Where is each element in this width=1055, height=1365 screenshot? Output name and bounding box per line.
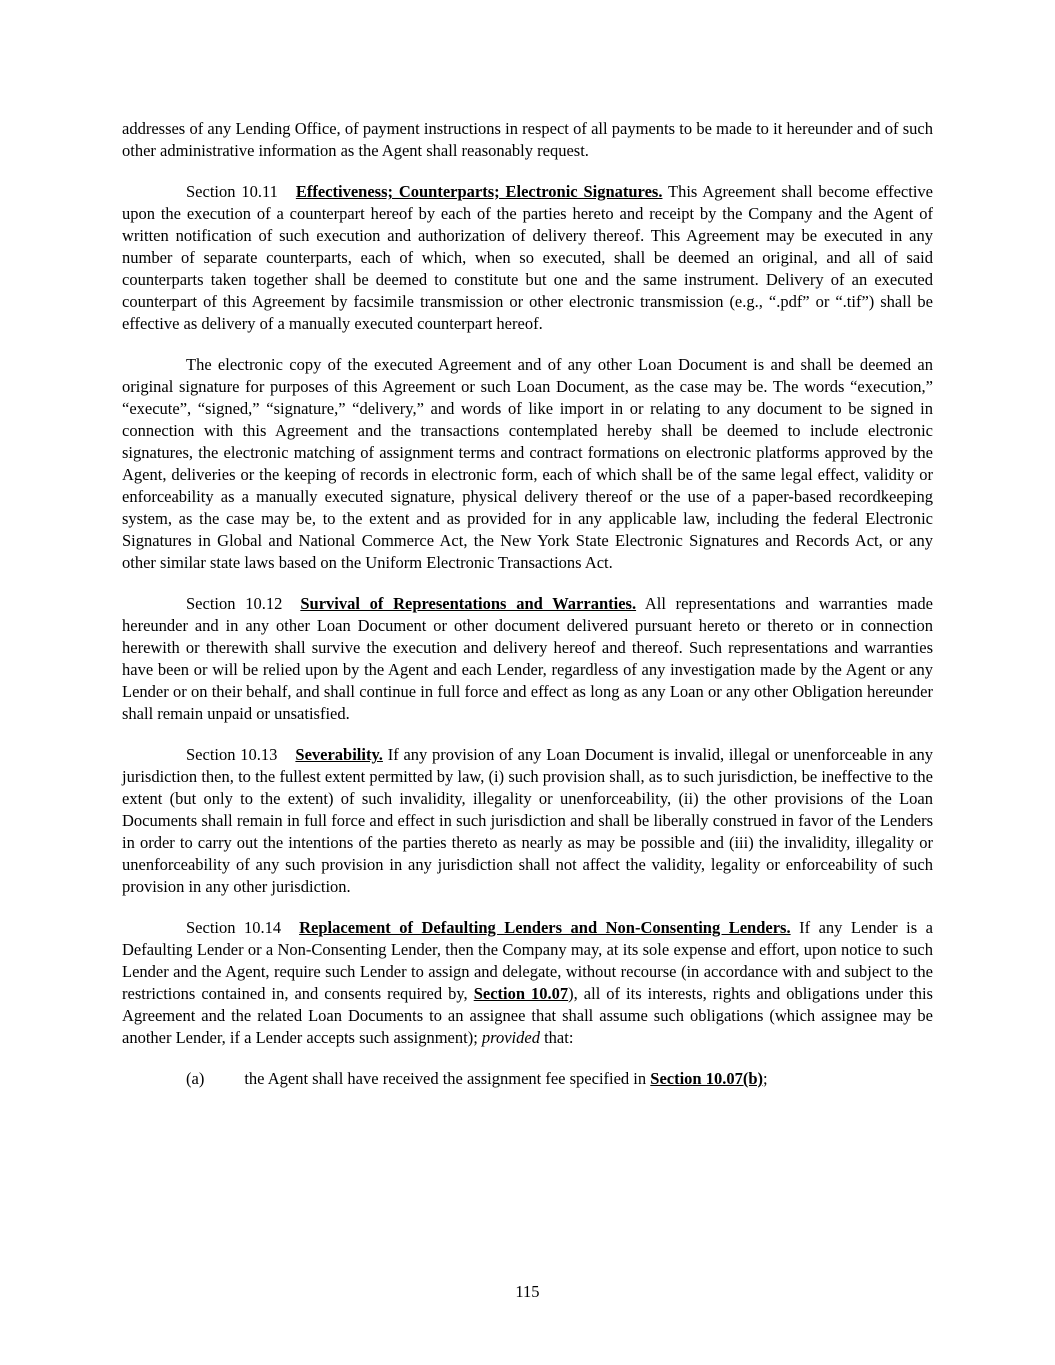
continuation-paragraph — [122, 118, 933, 162]
text-run: If any Lender is a Defaulting Lender or a Non-Consenting Lender, then the Company may, at its sole expense and effort, upon notice to such Lender and the Agent, require such Lender to assign and delegate, without recourse (in accordance with and subject to the restrictions contained in, and consents required by, — [122, 918, 933, 1003]
text-run: that: — [539, 1028, 574, 1047]
text-run: If any provision of any Loan Document is invalid, illegal or unenforceable in any jurisdiction then, to the fullest extent permitted by law, (i) such provision shall, as to such jurisdiction, be ineffective to the extent (but only to the extent) of such invalidity, illegality or unenforceability, (ii) the other provisions of the Loan Documents shall remain in full force and effect in such jurisdiction and shall be liberally construed in favor of the Lenders in order to carry out the intentions of the parties thereto as nearly as may be possible and (iii) the invalidity, illegality or unenforceability of any such provision in any jurisdiction shall not affect the validity, legality or enforceability of such provision in any other jurisdiction. — [122, 745, 933, 896]
text-run: The electronic copy of the executed Agreement and of any other Loan Document is and shall be deemed an original signature for purposes of this Agreement or such Loan Document, as the case may be. The words “execution,” “execute”, “signed,” “signature,” “delivery,” and words of like import in or relating to any document to be signed in connection with this Agreement and the transactions contemplated hereby shall be deemed to include electronic signatures, the electronic matching of assignment terms and contract formations on electronic platforms approved by the Agent, deliveries or the keeping of records in electronic form, each of which shall be of the same legal effect, validity or enforceability as a manually executed signature, physical delivery thereof or the use of a paper-based recordkeeping system, as the case may be, to the extent and as provided for in any applicable law, including the federal Electronic Signatures in Global and National Commerce Act, the New York State Electronic Signatures and Records Act, or any other similar state laws based on the Uniform Electronic Transactions Act. — [122, 355, 933, 572]
text-run: This Agreement shall become effective upon the execution of a counterpart hereof by each of the parties hereto and receipt by the Company and the Agent of written notification of such execution and authorization of delivery thereof. This Agreement may be executed in any number of separate counterparts, each of which, when so executed, shall be deemed an original, and all of said counterparts taken together shall be deemed to constitute but one and the same instrument. Delivery of an executed counterpart of this Agreement by facsimile transmission or other electronic transmission (e.g., “.pdf” or “.tif”) shall be effective as delivery of a manually executed counterpart hereof. — [122, 182, 933, 333]
electronic-copy-paragraph — [122, 354, 933, 574]
section-10-13 — [122, 744, 933, 898]
list-item-a — [122, 1068, 933, 1090]
text-run: Section 10.14 — [186, 918, 282, 937]
section-10-12 — [122, 593, 933, 725]
page-number: 115 — [515, 1282, 540, 1301]
text-run: ), all of its interests, rights and obligations under this Agreement and the related Loan Documents to an assignee that shall assume such obligations (which assignee may be another Lender, if a Lender accepts such assignment); — [122, 984, 933, 1047]
section-10-11 — [122, 181, 933, 335]
document-body — [122, 118, 933, 1109]
text-run: Section 10.12 — [186, 594, 283, 613]
text-run: ; — [763, 1069, 768, 1088]
section-heading: Severability. — [295, 745, 383, 764]
section-10-14 — [122, 917, 933, 1049]
text-run: Section 10.11 — [186, 182, 278, 201]
section-heading: Effectiveness; Counterparts; Electronic Signatures. — [295, 182, 663, 201]
text-run: the Agent shall have received the assignment fee specified in — [244, 1069, 651, 1088]
section-heading: Survival of Representations and Warranties. — [300, 594, 637, 613]
text-run: (a) — [186, 1069, 205, 1088]
text-run: All representations and warranties made hereunder and in any other Loan Document or other document delivered pursuant hereto or thereto or in connection herewith or therewith shall survive the execution and delivery hereof and thereof. Such representations and warranties have been or will be relied upon by the Agent and each Lender, regardless of any investigation made by the Agent or any Lender or on their behalf, and shall continue in full force and effect as long as any Loan or any other Obligation hereunder shall remain unpaid or unsatisfied. — [122, 594, 933, 723]
section-heading: Replacement of Defaulting Lenders and Non-Consenting Lenders. — [299, 918, 791, 937]
section-heading: Section 10.07(b) — [650, 1069, 764, 1088]
italic-text: provided — [481, 1028, 540, 1047]
section-heading: Section 10.07 — [473, 984, 569, 1003]
text-run: addresses of any Lending Office, of payment instructions in respect of all payments to be made to it hereunder and of such other administrative information as the Agent shall reasonably request. — [122, 119, 933, 160]
text-run: Section 10.13 — [186, 745, 278, 764]
